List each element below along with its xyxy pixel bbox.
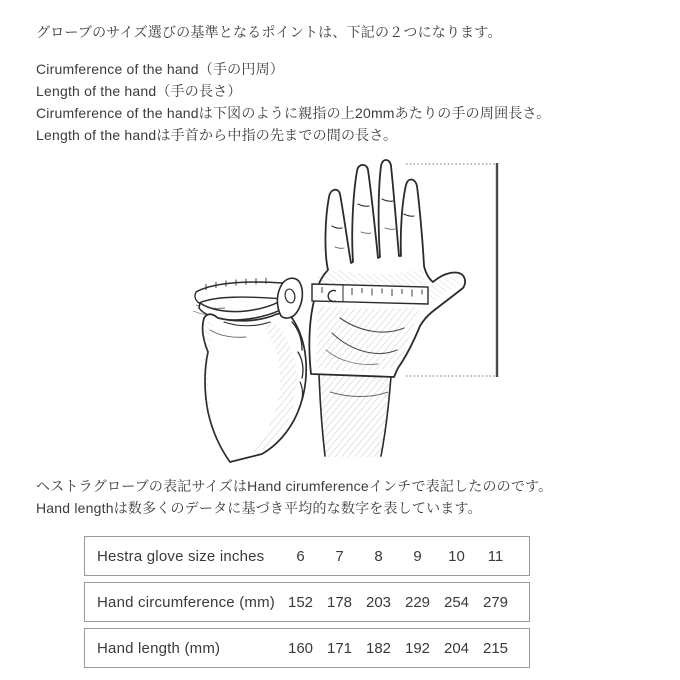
size-value: 11 [487, 547, 504, 565]
intro-text: グローブのサイズ選びの基準となるポイントは、下記の２つになります。 [36, 24, 502, 40]
measure-points-text [36, 58, 550, 146]
point-circumference-desc: Cirumference of the handは下図のように親指の上20mmあたりの手の周囲長さ。 [36, 105, 551, 121]
hestra-size-notes [36, 475, 552, 519]
length-value: 182 [365, 639, 392, 657]
note-line-2: Hand lengthは数多くのデータに基づき平均的な数字を表しています。 [36, 500, 482, 516]
circumference-value: 279 [482, 593, 509, 611]
holding-hand [199, 278, 306, 462]
point-length-en: Length of the hand（手の長さ） [36, 83, 242, 99]
length-value: 171 [326, 639, 353, 657]
circumference-value: 203 [365, 593, 392, 611]
size-table [84, 536, 530, 674]
size-value: 8 [374, 547, 383, 565]
size-table-row-circumference [84, 582, 530, 622]
circumference-value: 178 [326, 593, 353, 611]
size-value: 7 [335, 547, 344, 565]
size-table-row-length [84, 628, 530, 668]
circumference-value: 254 [443, 593, 470, 611]
size-value: 9 [413, 547, 422, 565]
length-value: 204 [443, 639, 470, 657]
length-value: 160 [287, 639, 314, 657]
open-hand [309, 160, 465, 377]
note-line-1: ヘストラグローブの表記サイズはHand cirumferenceインチで表記したののです。 [36, 478, 553, 494]
size-value: 10 [448, 547, 465, 565]
point-length-desc: Length of the handは手首から中指の先までの間の長さ。 [36, 127, 398, 143]
row-label: Hand circumference (mm) [97, 593, 275, 611]
row-label: Hestra glove size inches [97, 547, 265, 565]
circumference-value: 152 [287, 593, 314, 611]
forearm [319, 374, 391, 457]
hand-measurement-illustration [185, 150, 515, 470]
measuring-tape [312, 284, 428, 304]
size-table-row-sizes [84, 536, 530, 576]
size-value: 6 [296, 547, 305, 565]
circumference-value: 229 [404, 593, 431, 611]
point-circumference-en: Cirumference of the hand（手の円周） [36, 61, 284, 77]
length-value: 192 [404, 639, 431, 657]
length-value: 215 [482, 639, 509, 657]
row-label: Hand length (mm) [97, 639, 221, 657]
